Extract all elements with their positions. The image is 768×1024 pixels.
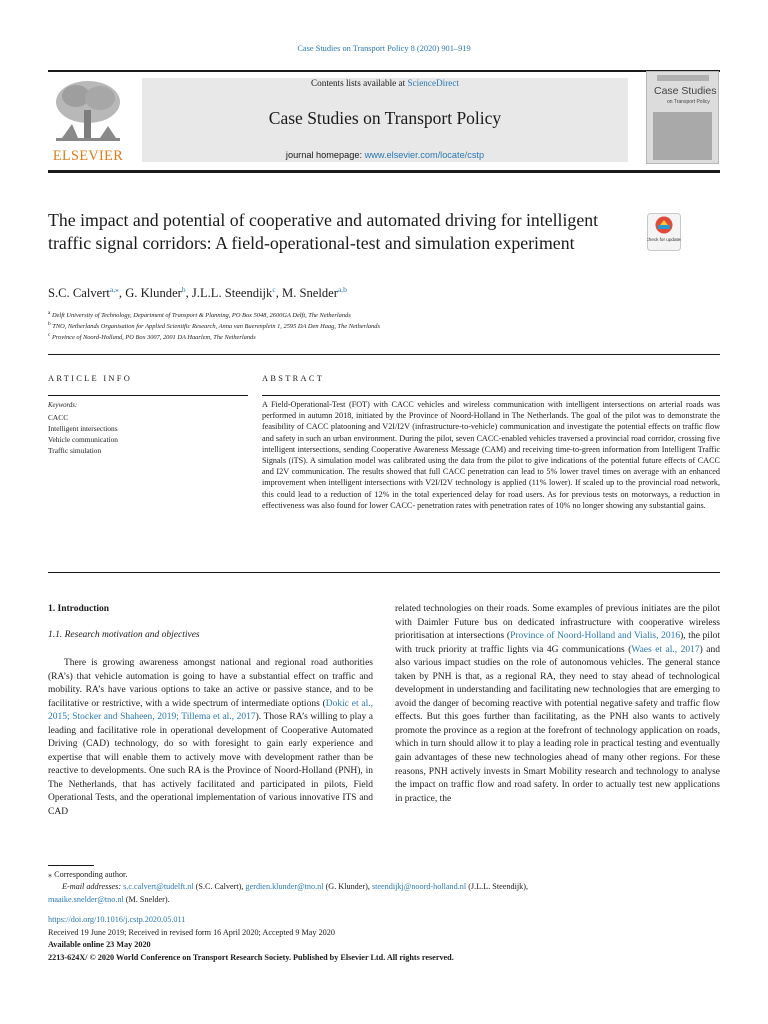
journal-cover-thumbnail[interactable] xyxy=(646,71,719,164)
affiliation xyxy=(48,310,351,319)
contents-prefix: Contents lists available at xyxy=(311,78,408,88)
article-info-rule xyxy=(48,395,248,396)
email-link[interactable]: maaike.snelder@tno.nl xyxy=(48,895,124,904)
article-info-heading: ARTICLE INFO xyxy=(48,374,133,383)
cover-title: Case Studies xyxy=(654,85,717,97)
author-affiliation-mark[interactable]: b xyxy=(181,285,186,294)
affiliation-text: Delft University of Technology, Department of Transport & Planning, PO Box 5048, 2600GA Delft, The Netherlands xyxy=(51,312,351,320)
author-name[interactable]: J.L.L. Steendijk xyxy=(191,286,273,301)
author-affiliation-mark[interactable]: c xyxy=(272,285,276,294)
subsection-heading: 1.1. Research motivation and objectives xyxy=(48,630,200,640)
cover-subtitle: on Transport Policy xyxy=(667,99,710,105)
affiliation xyxy=(48,321,380,330)
corresponding-author-note: ⁎ Corresponding author. xyxy=(48,870,128,879)
affiliation xyxy=(48,332,256,341)
journal-homepage-link[interactable]: www.elsevier.com/locate/cstp xyxy=(364,150,485,160)
journal-title: Case Studies on Transport Policy xyxy=(268,108,502,128)
email-owner: (S.C. Calvert), xyxy=(193,882,246,891)
elsevier-wordmark: ELSEVIER xyxy=(52,148,124,164)
author-name[interactable]: M. Snelder xyxy=(282,286,338,301)
doi-link[interactable]: https://doi.org/10.1016/j.cstp.2020.05.011 xyxy=(48,915,186,924)
copyright-line: 2213-624X/ © 2020 World Conference on Transport Research Society. Published by Elsevier Ltd. All rights reserved. xyxy=(48,953,454,962)
header-bottom-rule xyxy=(48,170,720,173)
email-owner: (M. Snelder). xyxy=(123,895,170,904)
cover-image xyxy=(653,112,712,160)
author-affiliation-mark[interactable]: a,⁎ xyxy=(109,285,119,294)
body-text: related technologies on their roads. Some examples of previous initiates are the pilot with Daimler Future bus on dedicated infrastructure with cooperative wireless prioritisation at intersections ( xyxy=(395,604,720,642)
homepage-prefix: journal homepage: xyxy=(285,150,365,160)
author-affiliation-mark[interactable]: a,b xyxy=(337,285,347,294)
email-link[interactable]: gerdien.klunder@tno.nl xyxy=(245,882,324,891)
keyword: CACC xyxy=(48,413,69,422)
abstract-bottom-rule xyxy=(48,572,720,573)
cover-banner xyxy=(657,75,709,81)
article-title: The impact and potential of cooperative and automated driving for intelligent traffic signal corridors: A field-operational-test and simulation experiment xyxy=(48,210,599,253)
affiliation-mark: c xyxy=(48,332,51,338)
abstract-text: A Field-Operational-Test (FOT) with CACC vehicles and wireless communication with intelligent intersections on arterial roads was performed in autumn 2018, initiated by the Province of Noord-Holland in The Netherlands. The goal of the pilot was to demonstrate the feasibility of CACC platooning and V2I/I2V (infrastructure-to-vehicle) communication and investigate the potential effects on traffic flow and safety in such an urban environment. During the pilot, seven CACC-enabled vehicles traversed a provincial road corridor, crossing five intelligent intersections, sending Cooperative Awareness Message (CAM) and receiving time-to-green information from Intelligent Traffic Signals (iTS). A simulation model was calibrated using the data from the pilot to give indications of the potential future effects of CACC and I2V communication. The results showed that full CACC penetration can lead to 5% lower travel times on average with an enhanced improvement when intelligent intersections with V2I/I2V technology is applied (11% lower). If scaled up to the provincial road network, this could lead to a reduction of 12% in the total experienced delay for road users. As for previous tests on motorways, a reduction in effectiveness was also found for lower CACC- penetration rates with penetration rates of 10% no longer showing any substantial gains. xyxy=(262,400,720,510)
email-label: E-mail addresses: xyxy=(62,882,124,891)
email-addresses-line-2 xyxy=(48,895,170,904)
body-text: ). Those RA’s willing to play a leading and facilitative role in operational development of Cooperative Automated Driving (CAD) technology, do so with foresight to gain early experience and expertise that will enable them to actively move with development rather than be reactive to developments. One such RA is the Province of Noord-Holland (PNH), in The Netherlands, that has actively facilitated and participated in pilots, Field Operational Tests, and the operational implementation of various innovative ITS and CAD xyxy=(48,712,373,818)
citation-link[interactable]: Waes et al., 2017 xyxy=(631,644,700,655)
title-block-rule xyxy=(48,354,720,355)
footnote-rule xyxy=(48,865,94,866)
check-for-updates-badge[interactable] xyxy=(647,213,681,251)
header-top-rule xyxy=(48,70,720,72)
author-list: S.C. Calvert$^{a,⁎}$, G. Klunder$^b$, J.L.L. Steendijk$^c$, M. Snelder$^{a,b}$ xyxy=(48,285,347,301)
email-owner: (J.L.L. Steendijk), xyxy=(466,882,528,891)
affiliation-mark: b xyxy=(48,321,51,327)
section-heading: 1. Introduction xyxy=(48,604,110,614)
contents-available-line xyxy=(142,78,628,88)
affiliation-text: Province of Noord-Holland, PO Box 3007, 2001 DA Haarlem, The Netherlands xyxy=(51,334,256,342)
body-column-right xyxy=(395,603,720,806)
body-text: ), the pilot with truck priority at traffic lights via 4G communications ( xyxy=(395,631,720,655)
keywords-label: Keywords: xyxy=(48,402,78,409)
keyword: Traffic simulation xyxy=(48,446,102,455)
journal-homepage-line xyxy=(142,150,628,160)
email-addresses-line xyxy=(62,882,528,891)
citation-link[interactable]: Dokic et al., 2015; Stocker and Shaheen, 2019; Tillema et al., 2017 xyxy=(48,698,373,723)
body-column-left xyxy=(48,657,373,820)
keyword: Intelligent intersections xyxy=(48,424,118,433)
affiliation-text: TNO, Netherlands Organisation for Applied Scientific Research, Anna van Buerenplein 1, 2595 DA Den Haag, The Netherlands xyxy=(52,323,380,331)
author-name[interactable]: G. Klunder xyxy=(125,286,182,301)
abstract-rule xyxy=(262,395,720,396)
email-link[interactable]: steendijkj@noord-holland.nl xyxy=(371,882,467,891)
body-text: ) and also various impact studies on the role of autonomous vehicles. The general stance taken by PNH is that, as a regional RA, they need to stay ahead of technological development in understanding and facilitating new technologies that are emerging to avoid the danger of becoming reactive with potential negative safety and traffic flow effects. But this goes further than facilitating, as the PNH also wants to actively promote the province as a region at the forefront of technology application on roads, which in turn should allow it to play a leading role in practical testing and eventually gain advantages of these new technologies ahead of many other regions. For these reasons, PNH actively invests in Smart Mobility research and technology to analyse the impact on traffic flow and road safety. In order to actually test new applications in practice, the xyxy=(395,644,720,804)
keyword: Vehicle communication xyxy=(48,435,118,444)
journal-citation-link[interactable]: Case Studies on Transport Policy 8 (2020) 901–919 xyxy=(297,44,471,53)
email-owner: (G. Klunder), xyxy=(323,882,372,891)
abstract-heading: ABSTRACT xyxy=(262,374,325,383)
email-link[interactable]: s.c.calvert@tudelft.nl xyxy=(123,882,194,891)
sciencedirect-link[interactable]: ScienceDirect xyxy=(407,78,459,88)
available-online-date: Available online 23 May 2020 xyxy=(48,940,151,949)
received-dates: Received 19 June 2019; Received in revised form 16 April 2020; Accepted 9 May 2020 xyxy=(48,928,335,937)
check-updates-label: Check for updates xyxy=(647,237,681,242)
author-name[interactable]: S.C. Calvert xyxy=(48,286,110,301)
affiliation-mark: a xyxy=(48,310,51,316)
body-text: There is growing awareness amongst national and regional road authorities (RA’s) that vehicle automation is going to have a substantial effect on traffic and mobility. RA’s have various options to take an active or passive stance, and to be facilitative or restrictive, with a wide spectrum of intermediate options ( xyxy=(48,658,373,709)
citation-link[interactable]: Province of Noord-Holland and Vialis, 2016 xyxy=(510,631,681,642)
